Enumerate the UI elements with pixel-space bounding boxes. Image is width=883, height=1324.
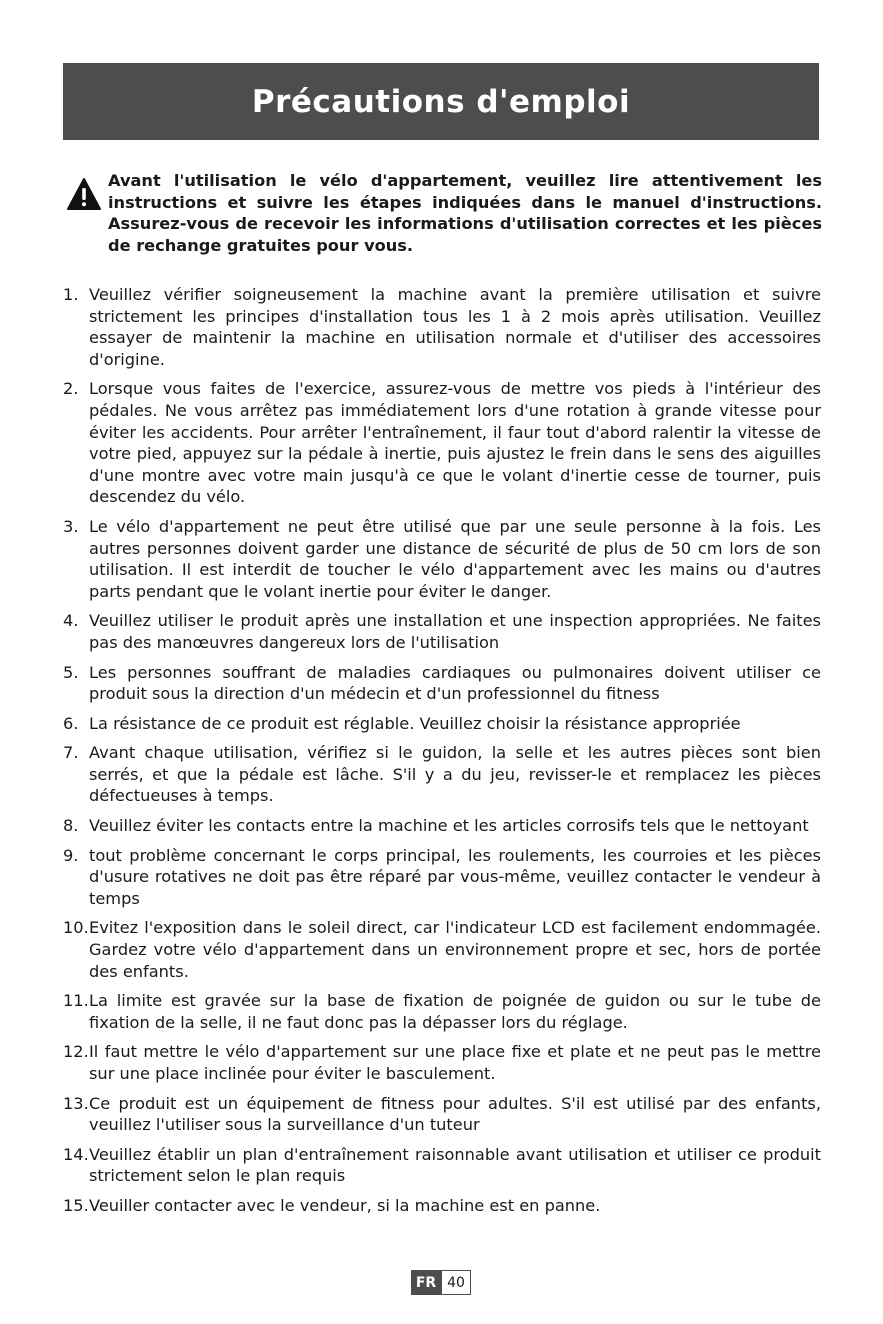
list-item [63, 845, 821, 910]
list-item [63, 990, 821, 1033]
list-item [63, 378, 821, 508]
item-text: Veuiller contacter avec le vendeur, si la machine est en panne. [89, 1195, 601, 1215]
list-item [63, 815, 821, 837]
item-text: Avant chaque utilisation, vérifiez si le guidon, la selle et les autres pièces sont bien serrés, et que la pédale est lâche. S'il y a du jeu, revisser-le et remplacez les pièces défectueuses à temps. [89, 743, 821, 806]
item-text: La résistance de ce produit est réglable. Veuillez choisir la résistance appropriée [89, 713, 741, 733]
item-number: 1. [63, 285, 79, 304]
item-text: Veuillez établir un plan d'entraînement raisonnable avant utilisation et utiliser ce produit strictement selon le plan requis [89, 1144, 821, 1186]
item-number: 15. [63, 1195, 89, 1215]
page-number: 40 [441, 1270, 471, 1295]
item-number: 3. [63, 516, 79, 536]
warning-text: Avant l'utilisation le vélo d'appartement, veuillez lire attentivement les instructions et suivre les étapes indiquées dans le manuel d'instructions. Assurez-vous de recevoir les informations d'utilisation correctes et les pièces de rechange gratuites pour vous. [108, 171, 822, 255]
list-item [63, 1041, 821, 1084]
item-number: 10. [63, 918, 89, 938]
item-text: Les personnes souffrant de maladies cardiaques ou pulmonaires doivent utiliser ce produit sous la direction d'un médecin et d'un professionnel du fitness [89, 662, 821, 704]
warning-block [66, 170, 822, 256]
item-text: Le vélo d'appartement ne peut être utilisé que par une seule personne à la fois. Les autres personnes doivent garder une distance de sécurité de plus de 50 cm lors de son utilisation. Il est interdit de toucher le vélo d'appartement avec les mains ou d'autres parts pendant que le volant inertie pour éviter le danger. [89, 516, 821, 601]
list-item [63, 742, 821, 807]
list-item [63, 713, 821, 735]
item-number: 11. [63, 991, 89, 1011]
precautions-list [63, 284, 821, 1225]
item-text: Veuillez vérifier soigneusement la machine avant la première utilisation et suivre strictement les principes d'installation tous les 1 à 2 mois après utilisation. Veuillez essayer de maintenir la machine en utilisation normale et d'utiliser des accessoires d'origine. [89, 285, 821, 369]
item-number: 6. [63, 713, 79, 733]
item-text: Veuillez utiliser le produit après une installation et une inspection appropriées. Ne faites pas des manœuvres dangereux lors de l'utilisation [89, 611, 821, 652]
item-number: 13. [63, 1093, 89, 1113]
list-item [63, 1144, 821, 1187]
warning-icon [66, 176, 102, 212]
item-number: 5. [63, 662, 79, 682]
language-label: FR [411, 1270, 441, 1295]
item-text: Il faut mettre le vélo d'appartement sur une place fixe et plate et ne peut pas le mettre sur une place inclinée pour éviter le basculement. [89, 1042, 821, 1083]
item-text: tout problème concernant le corps principal, les roulements, les courroies et les pièces d'usure rotatives ne doit pas être réparé par vous-même, veuillez contacter le vendeur à temps [89, 845, 821, 908]
page-title: Précautions d'emploi [251, 83, 631, 120]
title-banner [63, 63, 819, 140]
item-number: 7. [63, 743, 79, 763]
item-number: 2. [63, 379, 79, 399]
list-item [63, 917, 821, 982]
list-item [63, 516, 821, 602]
page-badge [411, 1270, 471, 1295]
list-item [63, 610, 821, 653]
item-number: 14. [63, 1144, 89, 1164]
list-item [63, 1093, 821, 1136]
item-text: Ce produit est un équipement de fitness pour adultes. S'il est utilisé par des enfants, veuillez l'utiliser sous la surveillance d'un tuteur [89, 1093, 821, 1135]
item-number: 9. [63, 845, 79, 865]
item-text: Evitez l'exposition dans le soleil direct, car l'indicateur LCD est facilement endommagée. Gardez votre vélo d'appartement dans un environnement propre et sec, hors de portée des enfants. [89, 918, 821, 981]
item-number: 12. [63, 1042, 89, 1062]
list-item [63, 284, 821, 370]
item-number: 8. [63, 816, 79, 836]
list-item [63, 662, 821, 705]
item-text: Lorsque vous faites de l'exercice, assurez-vous de mettre vos pieds à l'intérieur des pédales. Ne vous arrêtez pas immédiatement lors d'une rotation à grande vitesse pour éviter les accidents. Pour arrêter l'entraînement, il faur tout d'abord ralentir la vitesse de votre pied, appuyez sur la pédale à inertie, puis ajustez le frein dans le sens des aiguilles d'une montre avec votre main jusqu'à ce que le volant d'inertie cesse de tourner, puis descendez du vélo. [89, 379, 821, 507]
item-text: Veuillez éviter les contacts entre la machine et les articles corrosifs tels que le nettoyant [89, 816, 809, 836]
item-number: 4. [63, 611, 79, 631]
item-text: La limite est gravée sur la base de fixation de poignée de guidon ou sur le tube de fixation de la selle, il ne faut donc pas la dépasser lors du réglage. [89, 991, 821, 1032]
list-item [63, 1195, 821, 1217]
